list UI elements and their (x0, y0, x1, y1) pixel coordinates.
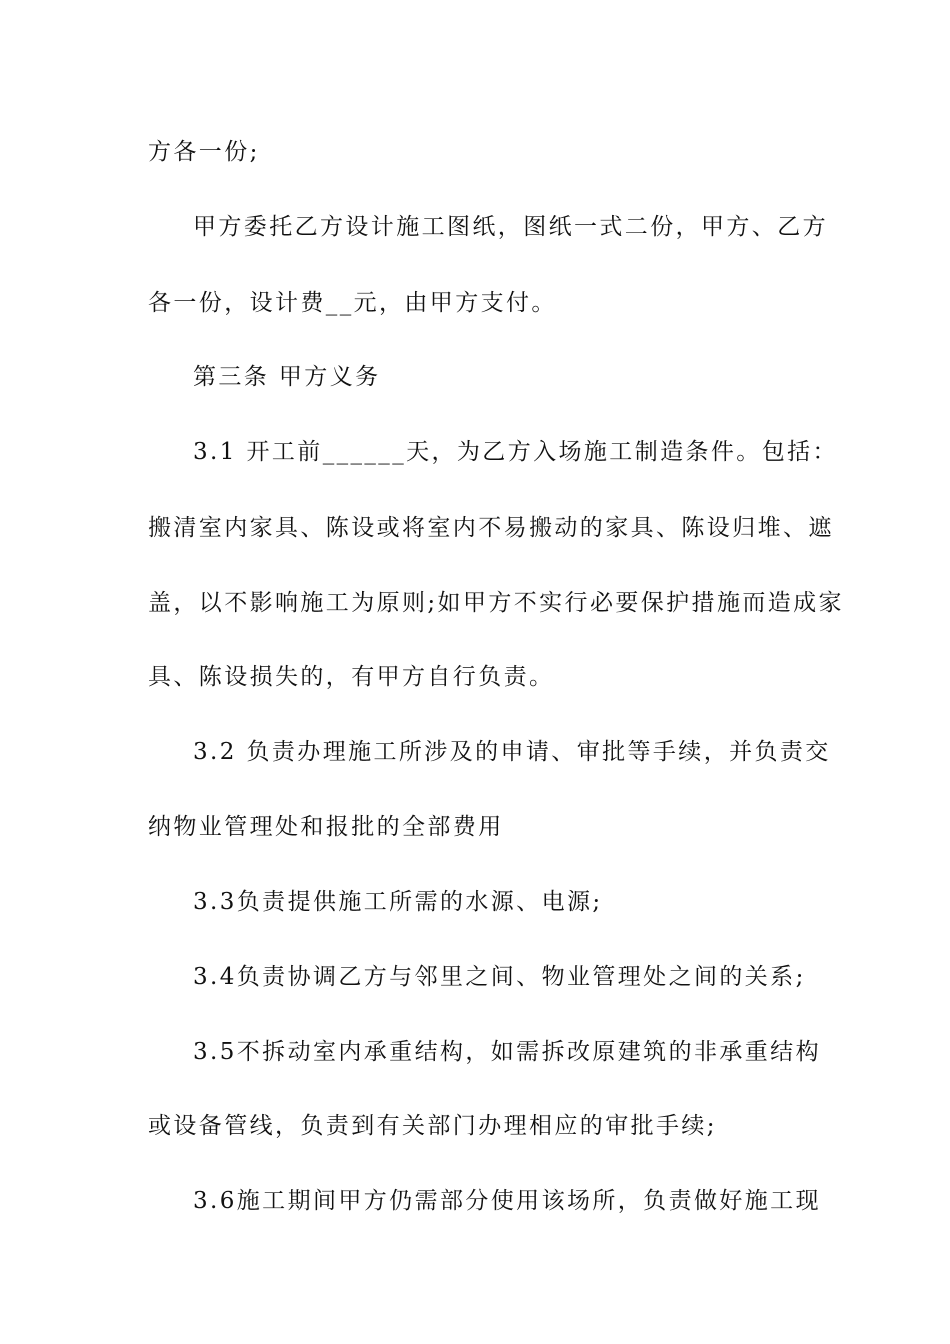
text-line: 搬清室内家具、陈设或将室内不易搬动的家具、陈设归堆、遮 (148, 515, 834, 541)
text-line: 甲方委托乙方设计施工图纸，图纸一式二份，甲方、乙方 (193, 214, 828, 240)
text-line: 3.2 负责办理施工所涉及的申请、审批等手续，并负责交 (193, 739, 831, 765)
text-line: 或设备管线，负责到有关部门办理相应的审批手续; (148, 1113, 717, 1139)
text-line: 纳物业管理处和报批的全部费用 (148, 814, 504, 840)
text-line: 方各一份; (148, 139, 260, 165)
text-line: 具、陈设损失的，有甲方自行负责。 (148, 664, 555, 690)
section-heading: 第三条 甲方义务 (193, 364, 381, 390)
text-line: 3.6施工期间甲方仍需部分使用该场所，负责做好施工现 (193, 1188, 821, 1214)
text-line: 3.4负责协调乙方与邻里之间、物业管理处之间的关系; (193, 964, 806, 990)
text-line: 3.5不拆动室内承重结构，如需拆改原建筑的非承重结构 (193, 1039, 821, 1065)
text-line: 各一份，设计费__元，由甲方支付。 (148, 290, 557, 316)
text-line: 3.1 开工前______天，为乙方入场施工制造条件。包括： (193, 439, 838, 465)
text-line: 3.3负责提供施工所需的水源、电源; (193, 889, 603, 915)
text-line: 盖，以不影响施工为原则;如甲方不实行必要保护措施而造成家 (148, 590, 844, 616)
